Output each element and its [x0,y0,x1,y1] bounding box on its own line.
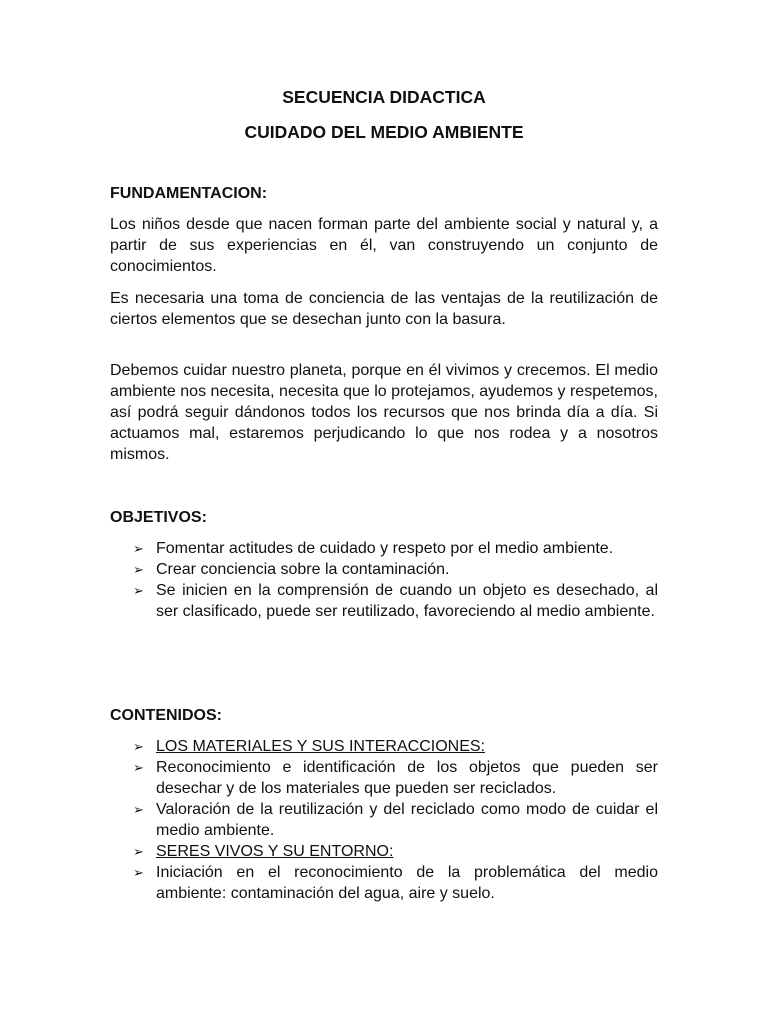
arrowhead-bullet-icon: ➢ [133,865,144,880]
list-item [110,538,658,559]
section-heading-objetivos: OBJETIVOS: [110,509,207,526]
list-item [110,736,658,757]
arrowhead-bullet-icon: ➢ [133,739,144,754]
arrowhead-bullet-icon: ➢ [133,541,144,556]
paragraph: Debemos cuidar nuestro planeta, porque en él vivimos y crecemos. El medio ambiente nos necesita, necesita que lo protejamos, ayudemos y respetemos, así podrá seguir dándonos todos los recursos que nos brinda día a día. Si actuamos mal, estaremos perjudicando lo que nos rodea y a nosotros mismos. [110,362,658,463]
list-item-text: Se inicien en la comprensión de cuando un objeto es desechado, al ser clasificado, puede ser reutilizado, favoreciendo al medio ambiente. [156,582,658,620]
arrowhead-bullet-icon: ➢ [133,802,144,817]
list-item [110,841,658,862]
list-item-text: LOS MATERIALES Y SUS INTERACCIONES: [156,738,485,755]
list-item-text: Reconocimiento e identificación de los objetos que pueden ser desechar y de los materiales que pueden ser reciclados. [156,759,658,797]
list-item [110,757,658,799]
list-item-text: Iniciación en el reconocimiento de la problemática del medio ambiente: contaminación del agua, aire y suelo. [156,864,658,902]
paragraph: Es necesaria una toma de conciencia de las ventajas de la reutilización de ciertos elementos que se desechan junto con la basura. [110,290,658,328]
arrowhead-bullet-icon: ➢ [133,562,144,577]
list-item [110,580,658,622]
list-item [110,799,658,841]
arrowhead-bullet-icon: ➢ [133,844,144,859]
arrowhead-bullet-icon: ➢ [133,583,144,598]
section-heading-fundamentacion: FUNDAMENTACION: [110,185,268,202]
list-item-text: Crear conciencia sobre la contaminación. [156,561,450,578]
section-heading-contenidos: CONTENIDOS: [110,707,222,724]
list-item-text: Valoración de la reutilización y del reciclado como modo de cuidar el medio ambiente. [156,801,658,839]
objetivos-list [110,538,658,622]
contenidos-list [110,736,658,904]
list-item [110,559,658,580]
list-item-text: Fomentar actitudes de cuidado y respeto por el medio ambiente. [156,540,614,557]
document-subtitle: CUIDADO DEL MEDIO AMBIENTE [244,122,524,142]
list-item-text: SERES VIVOS Y SU ENTORNO: [156,843,394,860]
paragraph: Los niños desde que nacen forman parte del ambiente social y natural y, a partir de sus experiencias en él, van construyendo un conjunto de conocimientos. [110,216,658,275]
document-title: SECUENCIA DIDACTICA [282,87,486,107]
list-item [110,862,658,904]
arrowhead-bullet-icon: ➢ [133,760,144,775]
